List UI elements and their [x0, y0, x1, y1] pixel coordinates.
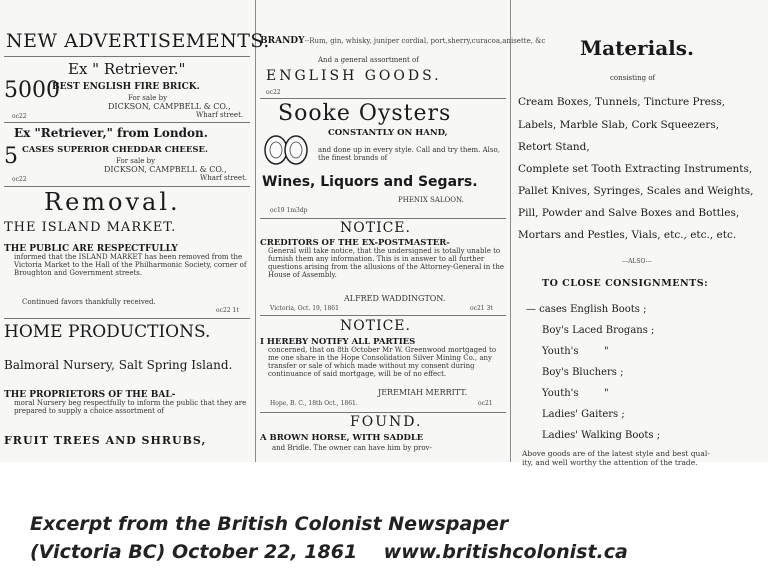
materials-item: Mortars and Pestles, Vials, etc., etc., etc.	[518, 229, 737, 241]
caption-line-1: Excerpt from the British Colonist Newspaper	[30, 513, 509, 535]
removal-subtitle: THE ISLAND MARKET.	[4, 220, 177, 235]
boots-item: — cases English Boots ;	[526, 304, 647, 315]
ad-seller: DICKSON, CAMPBELL & CO.,	[108, 102, 231, 111]
oysters-body: and done up in every style. Call and try them. Also, the finest brands of	[318, 146, 500, 162]
ad-seller: DICKSON, CAMPBELL & CO.,	[104, 165, 227, 174]
ad-date: oc22	[12, 113, 27, 120]
also-divider: ---ALSO---	[622, 258, 652, 265]
divider	[260, 412, 506, 413]
close-consignments: TO CLOSE CONSIGNMENTS:	[542, 278, 709, 289]
divider	[260, 315, 506, 316]
ad-cheese-title: Ex "Retriever," from London.	[14, 126, 208, 140]
footer-line: ity, and well worthy the attention of the trade.	[522, 458, 698, 467]
column-rule	[510, 0, 511, 462]
ad-sale-line: For sale by	[128, 94, 168, 102]
found-body: and Bridle. The owner can have him by prov-	[272, 444, 432, 452]
removal-title: Removal.	[44, 188, 181, 216]
ad-date: oc22	[12, 176, 27, 183]
materials-item: Pallet Knives, Syringes, Scales and Weights,	[518, 185, 754, 197]
oyster-icon	[262, 132, 310, 166]
removal-date: oc22 1t	[216, 307, 239, 314]
new-advertisements-header: NEW ADVERTISEMENTS.	[6, 30, 270, 52]
materials-item: Pill, Powder and Salve Boxes and Bottles,	[518, 207, 740, 219]
materials-item: Retort Stand,	[518, 141, 590, 153]
sooke-oysters-title: Sooke Oysters	[278, 101, 452, 126]
notice-place: Hope, B. C., 18th Oct., 1861.	[270, 400, 358, 407]
ad-product: BEST ENGLISH FIRE BRICK.	[52, 82, 200, 92]
ad-sale-line: For sale by	[116, 157, 156, 165]
divider	[4, 318, 250, 319]
found-lead: A BROWN HORSE, WITH SADDLE	[260, 433, 424, 443]
column-rule	[255, 0, 256, 462]
boots-item: Ladies' Walking Boots ;	[542, 430, 661, 441]
ad-wharf: Wharf street.	[196, 111, 244, 119]
home-productions-title: HOME PRODUCTIONS.	[4, 322, 211, 342]
general-assortment: And a general assortment of	[318, 56, 419, 64]
divider	[4, 56, 250, 57]
english-goods-date: oc22	[266, 89, 281, 96]
notice-body: General will take notice, that the undersigned is totally unable to furnish them any information. This is in answer to all further questions arising from the allusions of the Attorney-General in the House of Assembly.	[268, 247, 504, 279]
notice-body: concerned, that on 8th October Mr W. Greenwood mortgaged to me one share in the Hope Consolidation Silver Mining Co., any transfer or sale of which made without my consent during continuance of said mortgage, will be of no effect.	[268, 346, 497, 378]
fruit-trees-line: FRUIT TREES AND SHRUBS,	[4, 434, 207, 447]
ad-wharf: Wharf street.	[200, 174, 248, 182]
boots-item: Ladies' Gaiters ;	[542, 409, 625, 420]
ad-retriever-title: Ex " Retriever."	[68, 60, 186, 78]
notice-lead: I HEREBY NOTIFY ALL PARTIES	[260, 337, 416, 347]
phenix-saloon: PHENIX SALOON.	[398, 196, 464, 204]
english-goods: ENGLISH GOODS.	[266, 68, 442, 84]
divider	[4, 122, 250, 123]
removal-lead: THE PUBLIC ARE RESPECTFULLY	[4, 244, 178, 254]
notice-date: oc21 3t	[470, 305, 493, 312]
notice-lead: CREDITORS OF THE EX-POSTMASTER-	[260, 238, 450, 248]
brandy-list: --Rum, gin, whisky, juniper cordial, port,sherry,curacoa,anisette, &c	[304, 37, 546, 45]
caption-line-2: (Victoria BC) October 22, 1861 www.britishcolonist.ca	[30, 541, 628, 563]
removal-body: informed that the ISLAND MARKET has been removed from the Victoria Market to the Hall of the Philharmonic Society, corner of Broughton and Government streets.	[14, 253, 247, 277]
boots-item: Boy's Laced Brogans ;	[542, 325, 655, 336]
wines-liquors-segars: Wines, Liquors and Segars.	[262, 174, 478, 190]
home-lead: THE PROPRIETORS OF THE BAL-	[4, 390, 176, 400]
column-left	[0, 0, 270, 462]
boots-item: Boy's Bluchers ;	[542, 367, 624, 378]
boots-item: Youth's "	[542, 388, 609, 399]
consisting-of: consisting of	[610, 74, 656, 82]
brandy-label: BRANDY	[260, 36, 305, 46]
notice-place: Victoria, Oct. 19, 1861	[270, 305, 339, 312]
divider	[4, 186, 250, 187]
materials-item: Labels, Marble Slab, Cork Squeezers,	[518, 119, 720, 131]
brandy-line	[260, 28, 545, 47]
column-right	[512, 0, 768, 467]
materials-item: Cream Boxes, Tunnels, Tincture Press,	[518, 96, 725, 108]
materials-item: Complete set Tooth Extracting Instruments,	[518, 163, 753, 175]
materials-title: Materials.	[580, 36, 694, 60]
divider	[260, 98, 506, 99]
home-body: moral Nursery beg respectfully to inform the public that they are prepared to supply a choice assortment of	[14, 399, 247, 415]
boots-item: Youth's "	[542, 346, 609, 357]
notice-title: NOTICE.	[340, 220, 411, 236]
found-title: FOUND.	[350, 414, 423, 430]
ad-quantity: 5	[4, 144, 18, 169]
notice-title: NOTICE.	[340, 318, 411, 334]
column-middle	[258, 0, 546, 462]
divider	[260, 218, 506, 219]
notice-signer: JEREMIAH MERRITT.	[378, 388, 467, 397]
constantly-on-hand: CONSTANTLY ON HAND,	[328, 128, 448, 138]
notice-date: oc21	[478, 400, 493, 407]
removal-footer: Continued favors thankfully received.	[22, 298, 156, 306]
nursery-line: Balmoral Nursery, Salt Spring Island.	[4, 358, 233, 372]
ad-product: CASES SUPERIOR CHEDDAR CHEESE.	[22, 145, 208, 155]
oysters-date: oc19 1m3dp	[270, 207, 308, 214]
ad-quantity: 5000	[4, 78, 60, 103]
notice-signer: ALFRED WADDINGTON.	[344, 294, 446, 303]
footer-line: Above goods are of the latest style and best qual-	[522, 449, 710, 458]
